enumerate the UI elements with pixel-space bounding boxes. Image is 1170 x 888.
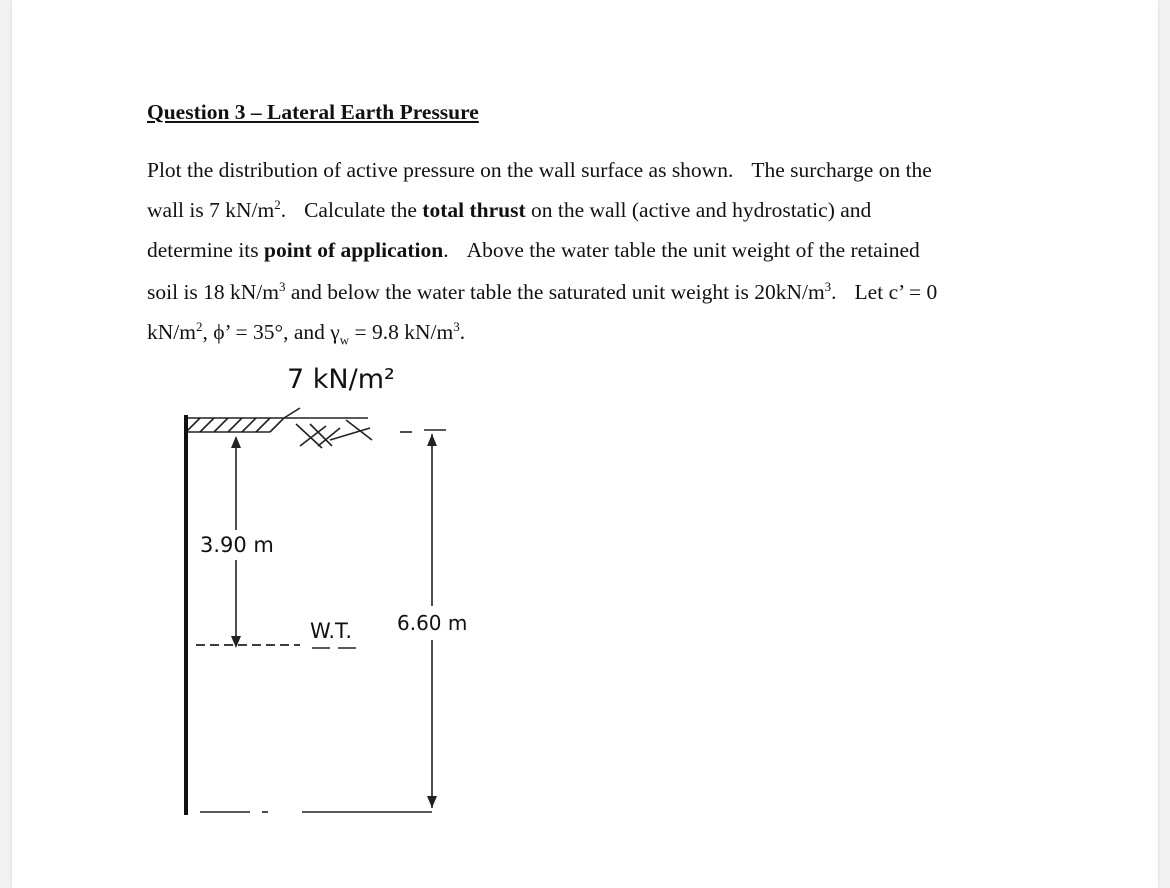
ground-surface-hatch <box>186 408 446 448</box>
superscript: 3 <box>453 318 460 334</box>
superscript: 2 <box>274 196 281 212</box>
text-span: Calculate the <box>304 198 423 222</box>
text-span: . <box>443 238 449 262</box>
text-span: soil is 18 kN/m <box>147 280 280 304</box>
text-span: Let c’ = 0 <box>854 280 938 304</box>
question-heading: Question 3 – Lateral Earth Pressure <box>147 100 479 124</box>
text-span: determine its <box>147 238 265 262</box>
height-arrowhead-up <box>427 434 437 446</box>
subscript: w <box>339 332 350 348</box>
text-span: Plot the distribution of active pressure on the wall surface as shown. <box>147 158 734 182</box>
height-arrowhead-down <box>427 796 437 808</box>
text-span: wall is 7 kN/m <box>147 198 275 222</box>
text-span: Above the water table the unit weight of the retained <box>466 238 920 262</box>
text-span: , ϕ’ = 35°, and γ <box>202 320 340 344</box>
text-span: = 9.8 kN/m <box>349 320 454 344</box>
superscript: 3 <box>824 278 832 294</box>
water-table-label: W.T. <box>310 619 353 643</box>
text-span: . <box>280 198 287 222</box>
text-span: and below the water table the saturated unit weight is 20kN/m <box>285 280 825 304</box>
text-span: on the wall (active and hydrostatic) and <box>525 198 872 222</box>
text-span: . <box>831 280 837 304</box>
arrowhead-down <box>231 636 241 648</box>
bold-text-total-thrust: total thrust <box>422 198 526 222</box>
text-span: . <box>459 320 466 344</box>
text-span: kN/m <box>147 320 196 344</box>
arrowhead-up <box>231 436 241 448</box>
bold-text-point-of-application: point of application <box>264 238 444 262</box>
depth-to-water-label: 3.90 m <box>200 533 274 557</box>
text-span: The surcharge on the <box>751 158 932 182</box>
superscript: 3 <box>279 278 286 294</box>
wall-height-label: 6.60 m <box>397 611 468 635</box>
superscript: 2 <box>195 318 203 334</box>
surcharge-label: 7 kN/m² <box>287 364 395 395</box>
